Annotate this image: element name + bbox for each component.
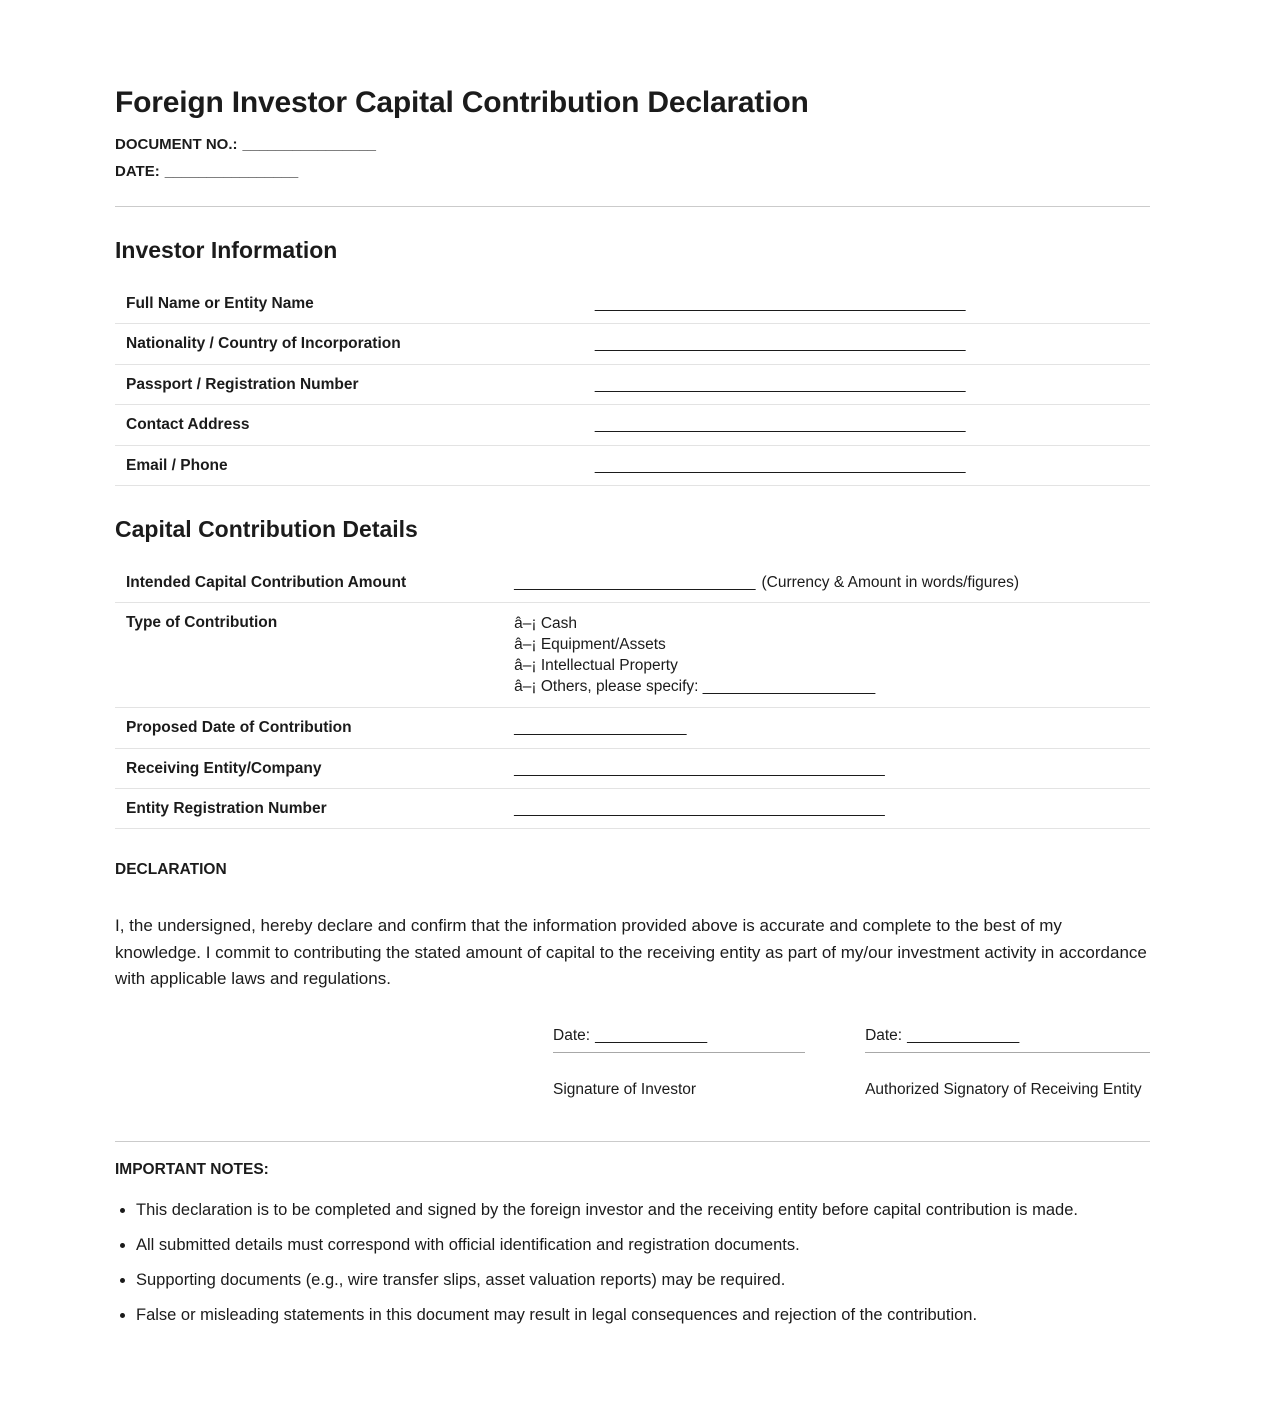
- amount-suffix: (Currency & Amount in words/figures): [761, 573, 1020, 591]
- investor-info-table: [115, 284, 1150, 486]
- capital-details-table: [115, 563, 1150, 830]
- checkbox-option: â–¡ Cash: [514, 615, 578, 633]
- field-label: Email / Phone: [115, 445, 595, 485]
- field-blank: ___________________________________________: [595, 445, 1150, 485]
- field-label: Proposed Date of Contribution: [115, 708, 514, 748]
- field-blank: ___________________________________________: [514, 748, 1150, 788]
- field-label: Contact Address: [115, 405, 595, 445]
- date-label: Date:: [865, 1026, 903, 1044]
- field-label: Passport / Registration Number: [115, 364, 595, 404]
- amount-blank: ____________________________: [514, 573, 756, 591]
- note-item: • False or misleading statements in this document may result in legal consequences and rejection of the contribution.: [136, 1305, 1150, 1326]
- table-row: [115, 284, 1150, 324]
- important-notes-heading: IMPORTANT NOTES:: [115, 1160, 269, 1178]
- declaration-paragraph: I, the undersigned, hereby declare and confirm that the information provided above is accurate and complete to the best of my knowledge. I commit to contributing the stated amount of capital to the receiving entity as part of my/our investment activity in accordance with applicable laws and regulations.: [115, 916, 1147, 989]
- field-blank: ___________________________________________: [595, 364, 1150, 404]
- checkbox-option: â–¡ Equipment/Assets: [514, 636, 666, 654]
- checkbox-option: â–¡ Intellectual Property: [514, 657, 678, 675]
- note-item: • This declaration is to be completed and signed by the foreign investor and the receiving entity before capital contribution is made.: [136, 1200, 1150, 1221]
- field-label: Intended Capital Contribution Amount: [115, 563, 514, 603]
- entity-signature-label: Authorized Signatory of Receiving Entity: [865, 1080, 1142, 1098]
- investor-date-line: [553, 1027, 805, 1053]
- contribution-type-options: [514, 603, 1150, 708]
- investor-signature-label: Signature of Investor: [553, 1080, 697, 1098]
- document-number-blank: ________________: [242, 136, 376, 153]
- date-blank: _____________: [907, 1026, 1020, 1044]
- table-row: [115, 603, 1150, 708]
- date-label: Date:: [553, 1026, 591, 1044]
- note-item: • Supporting documents (e.g., wire transfer slips, asset valuation reports) may be required.: [136, 1270, 1150, 1291]
- document-number-label: DOCUMENT NO.:: [115, 136, 238, 153]
- capital-section-heading: Capital Contribution Details: [115, 515, 418, 542]
- entity-date-line: [865, 1027, 1150, 1053]
- table-row: [115, 563, 1150, 603]
- table-row: [115, 324, 1150, 364]
- notes-divider: [115, 1141, 1150, 1142]
- document-date-blank: ________________: [164, 163, 299, 180]
- field-blank: ___________________________________________: [514, 789, 1150, 829]
- document-date-label: DATE:: [115, 163, 160, 180]
- date-blank: _____________: [595, 1026, 708, 1044]
- amount-cell: [514, 563, 1150, 603]
- page-title: Foreign Investor Capital Contribution Declaration: [115, 86, 809, 119]
- investor-section-heading: Investor Information: [115, 237, 338, 263]
- investor-signature-block: [553, 1027, 805, 1099]
- document-date-line: [115, 163, 1150, 180]
- field-blank: ___________________________________________: [595, 405, 1150, 445]
- declaration-heading: DECLARATION: [115, 861, 227, 879]
- field-label: Full Name or Entity Name: [115, 284, 595, 324]
- signature-section: [553, 1027, 1150, 1099]
- checkbox-option: â–¡ Others, please specify: ____________________: [514, 678, 876, 696]
- field-label: Entity Registration Number: [115, 789, 514, 829]
- document-number-line: [115, 136, 1150, 153]
- header-divider: [115, 206, 1150, 207]
- field-label: Nationality / Country of Incorporation: [115, 324, 595, 364]
- field-label: Receiving Entity/Company: [115, 748, 514, 788]
- note-item: • All submitted details must correspond with official identification and registration documents.: [136, 1235, 1150, 1256]
- table-row: [115, 364, 1150, 404]
- field-blank: ___________________________________________: [595, 284, 1150, 324]
- table-row: [115, 748, 1150, 788]
- important-notes-list: [115, 1200, 1150, 1326]
- field-blank: ____________________: [514, 708, 1150, 748]
- table-row: [115, 708, 1150, 748]
- field-blank: ___________________________________________: [595, 324, 1150, 364]
- field-label: Type of Contribution: [115, 603, 514, 708]
- entity-signature-block: [865, 1027, 1150, 1099]
- table-row: [115, 405, 1150, 445]
- table-row: [115, 445, 1150, 485]
- table-row: [115, 789, 1150, 829]
